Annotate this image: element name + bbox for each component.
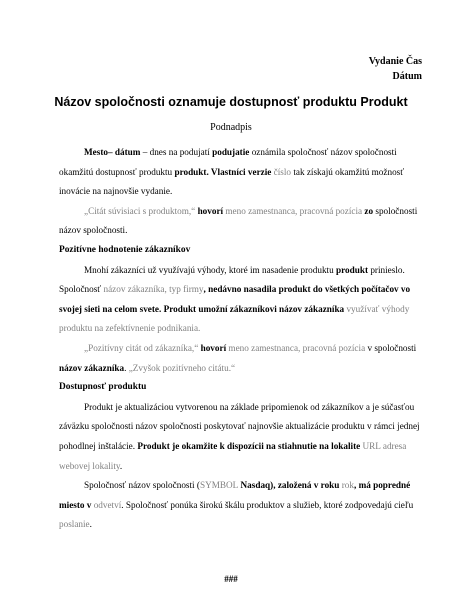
placeholder-text: URL adresa webovej lokality — [59, 440, 407, 471]
text-run: produkt — [174, 166, 207, 177]
document-subtitle[interactable]: Podnadpis — [210, 122, 252, 133]
text-run: hovorí — [198, 342, 227, 353]
text-run: . — [124, 362, 129, 373]
end-mark: ### — [224, 574, 238, 584]
company-paragraph[interactable] — [59, 476, 422, 535]
placeholder-text: „Pozitívny citát od zákazníka,“ — [84, 342, 199, 353]
placeholder-text: meno zamestnanca, pracovná pozícia — [226, 342, 366, 353]
release-date[interactable]: Dátum — [392, 71, 422, 82]
text-run: . Spoločnosť ponúka širokú škálu produktov a služieb, ktoré zodpovedajú cieľu — [121, 499, 414, 510]
text-run: hovorí — [195, 205, 224, 216]
document-title[interactable]: Názov spoločnosti oznamuje dostupnosť produktu Produkt — [54, 95, 408, 109]
text-run: . Vlastníci — [206, 166, 248, 177]
release-header — [369, 54, 422, 84]
availability-paragraph[interactable] — [59, 398, 422, 476]
text-run: v spoločnosti — [365, 342, 417, 353]
text-run: , nedávno nasadila produkt do všetkých počítačov vo svojej sieti na celom svete. Produkt umožní zákazníkovi názov zákazníka — [59, 284, 411, 314]
text-run: Produkt je okamžite k dispozícii na stiahnutie na lokalite — [137, 440, 361, 451]
text-run: Nasdaq), založená v roku — [238, 480, 342, 491]
reviews-paragraph[interactable] — [59, 261, 422, 339]
text-run: – dnes na podujatí — [140, 147, 213, 157]
text-run: Produkt je aktualizáciou vytvorenou na základe pripomienok od zákazníkov a je súčasťou záväzku spoločnosti názov spoločnosti poskytovať najnovšie aktualizácie produktu v rámci jednej pohodlnej inštalácie. — [59, 401, 420, 451]
text-run: . — [89, 519, 92, 530]
placeholder-text: „Citát súvisiaci s produktom,“ — [84, 205, 196, 216]
text-run: spoločnosti názov spoločnosti. — [59, 205, 418, 236]
placeholder-text: odvetví — [93, 499, 122, 510]
text-run: . — [119, 460, 123, 471]
section-heading-reviews[interactable]: Pozitívne hodnotenie zákazníkov — [59, 244, 191, 255]
quote-paragraph[interactable] — [59, 202, 422, 241]
text-run: prinieslo. Spoločnosť — [59, 264, 405, 295]
section-heading-availability[interactable]: Dostupnosť produktu — [59, 382, 147, 393]
placeholder-text: číslo — [273, 166, 292, 177]
customer-quote-paragraph[interactable] — [59, 339, 422, 378]
placeholder-text: meno zamestnanca, pracovná pozícia — [223, 205, 363, 216]
placeholder-text: rok — [341, 480, 354, 491]
text-run: podujatie — [212, 147, 250, 157]
text-run: verzie — [247, 166, 272, 177]
intro-paragraph[interactable] — [59, 143, 422, 202]
placeholder-text: názov zákazníka, — [103, 284, 167, 295]
placeholder-text: „Zvyšok pozitívneho citátu.“ — [128, 362, 236, 373]
placeholder-text: SYMBOL — [199, 480, 239, 491]
placeholder-text: poslanie — [59, 519, 90, 530]
text-run: tak získajú okamžitú možnosť inovácie na najnovšie vydanie. — [59, 166, 405, 197]
document-body — [59, 143, 422, 535]
placeholder-text: využívať výhody produktu na zefektívnenie podnikania. — [59, 303, 410, 334]
release-time[interactable]: Vydanie Čas — [368, 56, 422, 67]
text-run: oznámila spoločnosť názov spoločnosti okamžitú dostupnosť produktu — [59, 147, 397, 177]
text-run: produkt — [336, 264, 369, 275]
text-run: názov zákazníka — [59, 362, 125, 373]
text-run: , má popredné miesto v — [59, 480, 411, 510]
placeholder-text: typ firmy — [169, 284, 204, 295]
dateline: Mesto– dátum — [84, 147, 141, 157]
text-run: Mnohí zákazníci už využívajú výhody, ktoré im nasadenie produktu — [84, 264, 336, 275]
text-run: zo — [362, 205, 374, 216]
text-run: Spoločnosť názov spoločnosti ( — [84, 480, 200, 491]
